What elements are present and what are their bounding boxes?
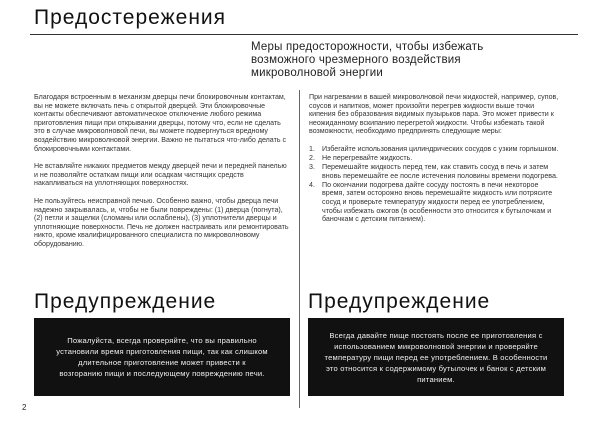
column-divider [299,90,300,408]
page-title: Предостережения [34,6,227,29]
list-item-text: Не перегревайте жидкость. [322,154,413,163]
precautions-list [309,145,559,224]
warning-box-right [308,318,564,396]
subtitle-line: возможного чрезмерного воздействия [251,54,461,66]
warning-box-left [34,318,290,396]
left-column [34,93,290,258]
list-item [309,163,559,180]
paragraph-damaged-oven: Не пользуйтесь неисправной печью. Особенно важно, чтобы дверца печи надежно закрывалась, и, чтобы не были повреждены: (1) дверца (погнута), (2) петли и защелки (сломаны или ослаблены), (3) уплотнители дверцы и уплотняющие поверхности. Печь не должен настраивать или ремонтировать никто, кроме квалифицированного специалиста по микроволновому оборудованию. [34,196,289,248]
section-subtitle [251,41,551,80]
right-column [309,93,559,224]
page-number: 2 [22,403,27,412]
list-item-text: Избегайте использования цилиндрических сосудов с узким горлышком. [322,144,559,153]
list-item [309,154,559,163]
list-item-number: 3. [309,163,315,172]
warning-title-left: Предупреждение [34,290,217,313]
subtitle-line: микроволновой энергии [251,67,383,79]
list-item-number: 1. [309,144,315,153]
list-item [309,181,559,224]
warning-text-left: Пожалуйста, всегда проверяйте, что вы правильно установили время приготовления пищи, так как слишком длительное приготовление может привести к возгоранию пищи и последующему повреждению печи. [56,336,268,378]
list-item [309,145,559,154]
subtitle-line: Меры предосторожности, чтобы избежать [251,41,484,53]
warning-title-right: Предупреждение [308,290,491,313]
list-item-number: 4. [309,180,315,189]
title-rule [30,34,578,35]
paragraph-interlocks: Благодаря встроенным в механизм дверцы печи блокировочным контактам, вы не можете включать печь с открытой дверцей. Эти блокировочные контакты обеспечивают автоматическое отключение любого режима приготовления пищи при открывании дверцы, потому что, если не сделать это в случае микроволновой печи, вы можете подвергнуться вредному воздействию микроволновой энергии. Важно не пытаться что-либо делать с блокировочными контактами. [34,93,287,153]
list-item-number: 2. [309,154,315,163]
list-item-text: По окончании подогрева дайте сосуду постоять в печи некоторое время, затем осторожно вновь перемешайте жидкость или потрясите сосуд и проверьте температуру жидкости перед ее употреблением, чтобы избежать ожогов (в особенности это относится к бутылочкам и баночкам с детским питанием). [322,180,553,224]
list-item-text: Перемешайте жидкость перед тем, как ставить сосуд в печь и затем вновь перемешайте ее после истечения половины времени подогрева. [322,163,558,180]
warning-text-right: Всегда давайте пище постоять после ее приготовления с использованием микроволновой энергии и проверяйте температуру пищи перед ее употреблением. В особенности это относится к содержимому бутылочек и банок с детским питанием. [324,330,548,384]
paragraph-superheating: При нагревании в вашей микроволновой печи жидкостей, например, супов, соусов и напитков, может произойти перегрев жидкости выше точки кипения без образования видимых пузырьков пара. Это может привести к неожиданному вскипанию перегретой жидкости. Чтобы избежать такой возможности, необходимо предпринять следующие меры: [309,93,559,136]
paragraph-door-surfaces: Не вставляйте никаких предметов между дверцей печи и передней панелью и не позволяйте остаткам пищи или осадкам чистящих средств накапливаться на уплотняющих поверхностях. [34,162,287,188]
